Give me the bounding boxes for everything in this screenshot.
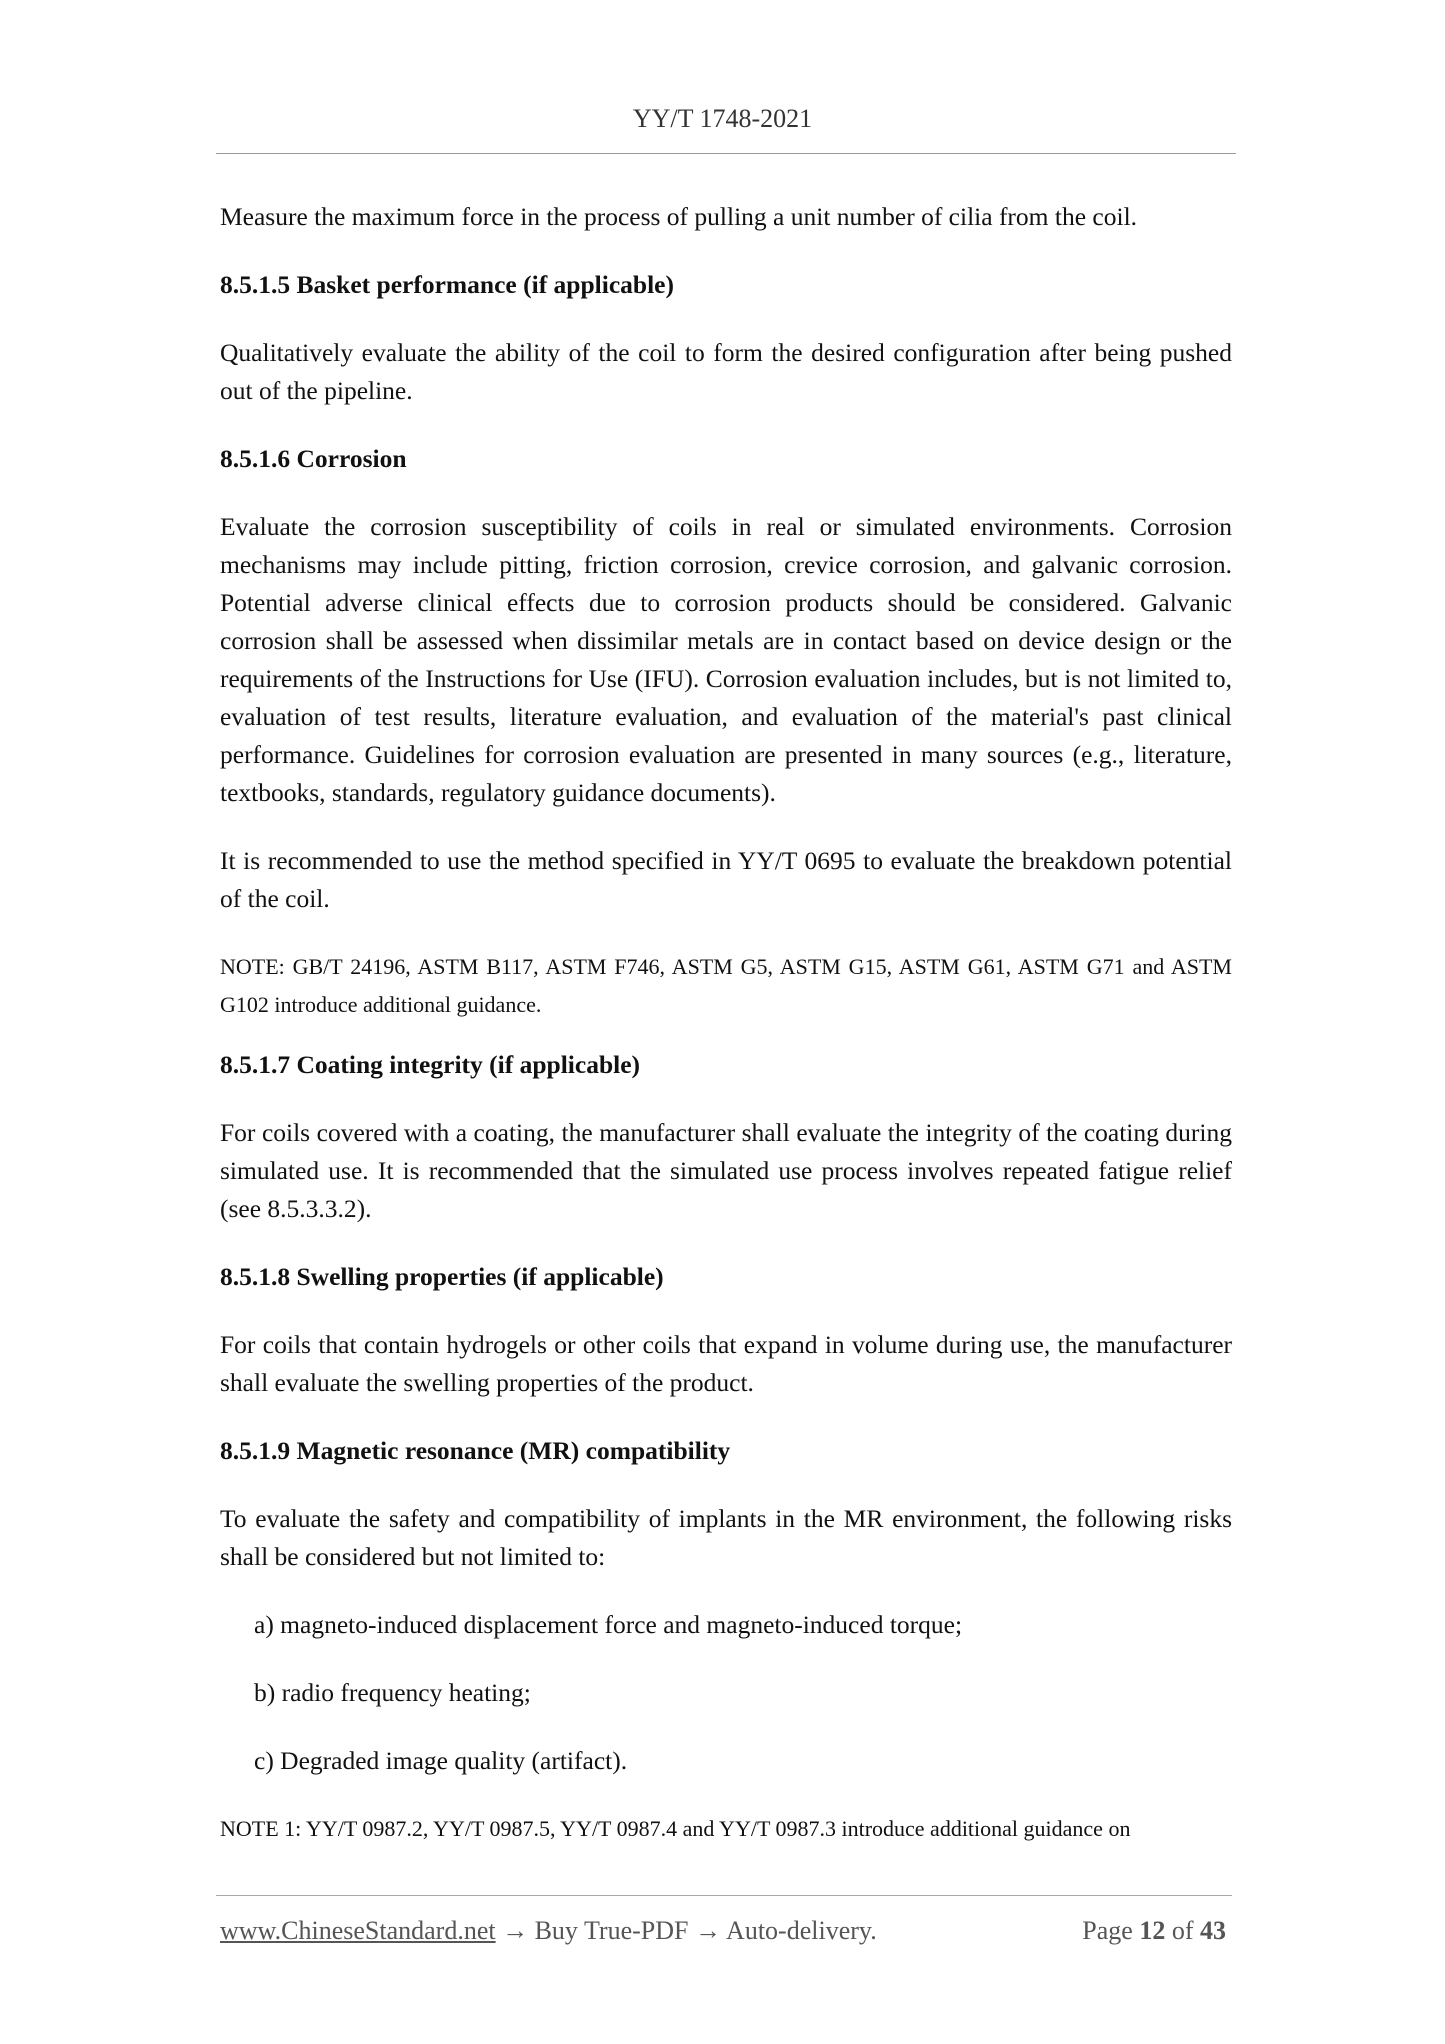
header-divider bbox=[216, 153, 1236, 154]
note: NOTE 1: YY/T 0987.2, YY/T 0987.5, YY/T 0987.4 and YY/T 0987.3 introduce additional guidance on bbox=[220, 1816, 1131, 1841]
page-label: Page bbox=[1082, 1916, 1133, 1945]
list-item: a) magneto-induced displacement force and magneto-induced torque; bbox=[254, 1610, 963, 1639]
section-heading-8-5-1-7: 8.5.1.7 Coating integrity (if applicable) bbox=[220, 1050, 641, 1079]
page-current: 12 bbox=[1139, 1916, 1166, 1945]
section-heading-8-5-1-5: 8.5.1.5 Basket performance (if applicable) bbox=[220, 270, 674, 299]
section-heading-8-5-1-8: 8.5.1.8 Swelling properties (if applicable) bbox=[220, 1262, 664, 1291]
paragraph: For coils covered with a coating, the manufacturer shall evaluate the integrity of the coating during simulated use. It is recommended that the simulated use process involves repeated fatigue relief (see 8.5.3.3.2). bbox=[220, 1118, 1232, 1223]
section-heading-8-5-1-9: 8.5.1.9 Magnetic resonance (MR) compatibility bbox=[220, 1436, 731, 1465]
section-heading-8-5-1-6: 8.5.1.6 Corrosion bbox=[220, 444, 407, 473]
paragraph: Evaluate the corrosion susceptibility of coils in real or simulated environments. Corrosion mechanisms may include pitting, friction corrosion, crevice corrosion, and galvanic corrosion. Potential adverse clinical effects due to corrosion products should be considered. Galvanic corrosion shall be assessed when dissimilar metals are in contact based on device design or the requirements of the Instructions for Use (IFU). Corrosion evaluation includes, but is not limited to, evaluation of test results, literature evaluation, and evaluation of the material's past clinical performance. Guidelines for corrosion evaluation are presented in many sources (e.g., literature, textbooks, standards, regulatory guidance documents). bbox=[220, 512, 1232, 807]
footer-promo bbox=[220, 1916, 877, 1946]
document-header: YY/T 1748-2021 bbox=[632, 104, 813, 133]
page-total: 43 bbox=[1200, 1916, 1226, 1945]
footer-tagline: → Buy True-PDF → Auto-delivery. bbox=[502, 1916, 877, 1945]
paragraph: For coils that contain hydrogels or other coils that expand in volume during use, the manufacturer shall evaluate the swelling properties of the product. bbox=[220, 1330, 1232, 1397]
list-item: b) radio frequency heating; bbox=[254, 1678, 531, 1707]
site-link[interactable]: www.ChineseStandard.net bbox=[220, 1916, 496, 1945]
paragraph: Qualitatively evaluate the ability of the coil to form the desired configuration after being pushed out of the pipeline. bbox=[220, 338, 1232, 405]
note: NOTE: GB/T 24196, ASTM B117, ASTM F746, ASTM G5, ASTM G15, ASTM G61, ASTM G71 and ASTM G102 introduce additional guidance. bbox=[220, 954, 1232, 1017]
page-body bbox=[220, 198, 1232, 1870]
paragraph: To evaluate the safety and compatibility of implants in the MR environment, the following risks shall be considered but not limited to: bbox=[220, 1504, 1232, 1571]
paragraph: It is recommended to use the method specified in YY/T 0695 to evaluate the breakdown potential of the coil. bbox=[220, 846, 1232, 913]
page-number bbox=[1082, 1916, 1226, 1946]
paragraph: Measure the maximum force in the process of pulling a unit number of cilia from the coil. bbox=[220, 202, 1138, 231]
list-item: c) Degraded image quality (artifact). bbox=[254, 1746, 628, 1775]
of-label: of bbox=[1171, 1916, 1194, 1945]
footer-divider bbox=[216, 1895, 1232, 1896]
